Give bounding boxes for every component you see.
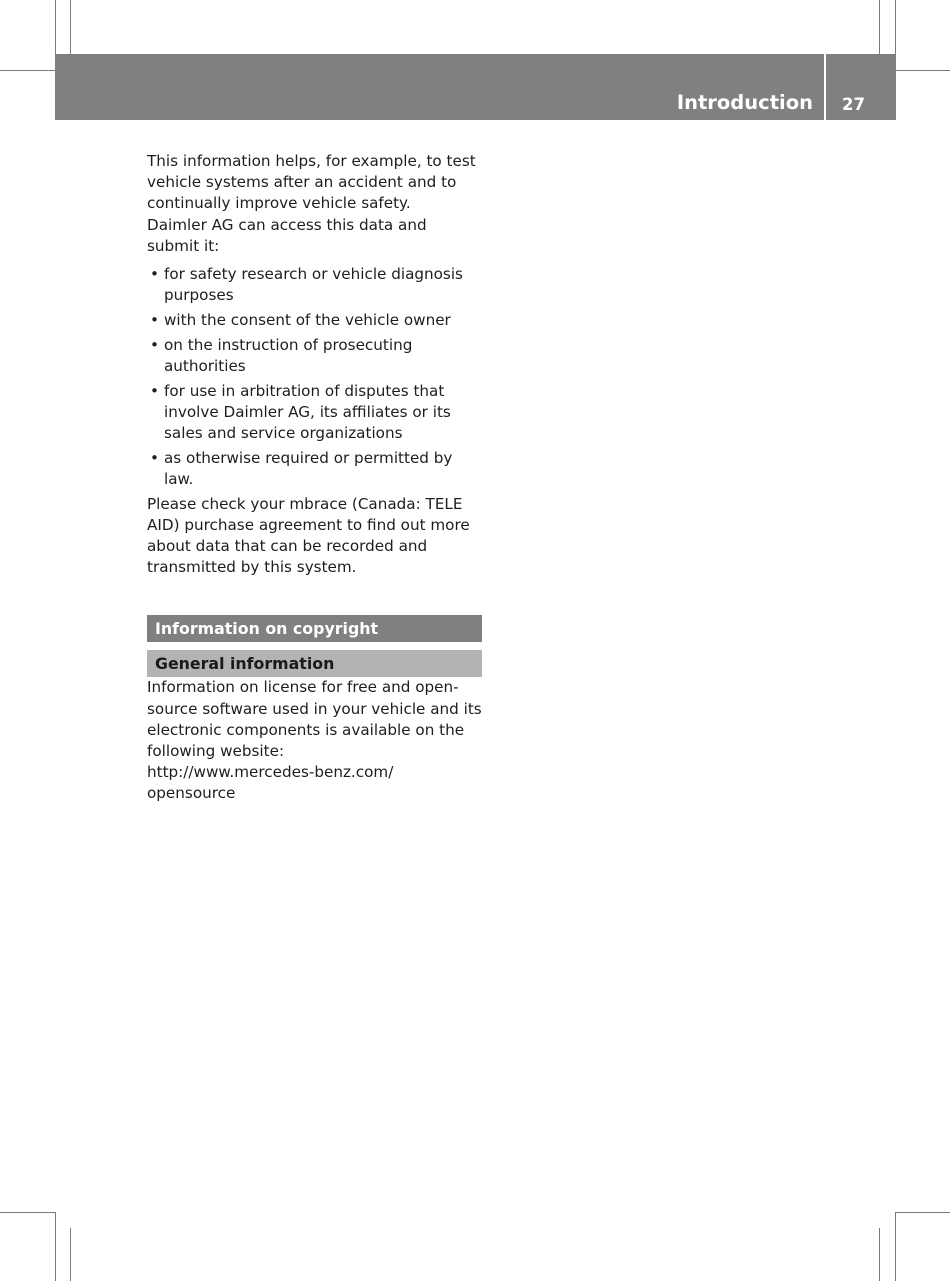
crop-mark (879, 0, 880, 54)
general-information-subheading: General information (147, 650, 482, 677)
list-item-text: as otherwise required or permitted by law. (164, 448, 453, 488)
bullet-icon: • (150, 335, 159, 354)
crop-mark (70, 0, 71, 54)
list-item-text: with the consent of the vehicle owner (164, 310, 451, 329)
intro-paragraph: This information helps, for example, to test vehicle systems after an accident and to continually improve vehicle safety. (147, 152, 476, 213)
list-item-text: for use in arbitration of disputes that involve Daimler AG, its affiliates or its sales and service organizations (164, 381, 451, 442)
crop-mark (55, 1212, 56, 1281)
header-divider (824, 54, 826, 120)
crop-mark (0, 70, 55, 71)
crop-mark (879, 1228, 880, 1281)
crop-mark (895, 1212, 896, 1281)
opensource-url (147, 762, 482, 804)
license-paragraph: Information on license for free and open-source software used in your vehicle and its electronic components is available on the following website: (147, 678, 482, 760)
crop-mark (896, 70, 950, 71)
list-item (147, 264, 482, 306)
text-column (147, 151, 482, 805)
url-line-1: http://www.mercedes-benz.com/ (147, 763, 394, 782)
access-paragraph: Daimler AG can access this data and submit it: (147, 215, 427, 255)
crop-mark (0, 1212, 55, 1213)
section-title: Introduction (676, 91, 813, 114)
list-item (147, 335, 482, 377)
crop-mark (70, 1228, 71, 1281)
copyright-heading: Information on copyright (147, 615, 482, 642)
list-item (147, 381, 482, 445)
mbrace-paragraph: Please check your mbrace (Canada: TELE AID) purchase agreement to find out more about data that can be recorded and transmitted by this system. (147, 494, 470, 577)
list-item-text: for safety research or vehicle diagnosis purposes (164, 265, 463, 305)
crop-mark (895, 1212, 950, 1213)
list-item-text: on the instruction of prosecuting authorities (164, 335, 413, 375)
page-number: 27 (842, 95, 865, 114)
bullet-icon: • (150, 265, 159, 284)
list-item (147, 448, 482, 490)
list-item (147, 310, 482, 331)
url-line-2: opensource (147, 784, 236, 803)
bullet-icon: • (150, 448, 159, 467)
bullet-icon: • (150, 381, 159, 400)
bullet-icon: • (150, 310, 159, 329)
bullet-list (147, 264, 482, 490)
